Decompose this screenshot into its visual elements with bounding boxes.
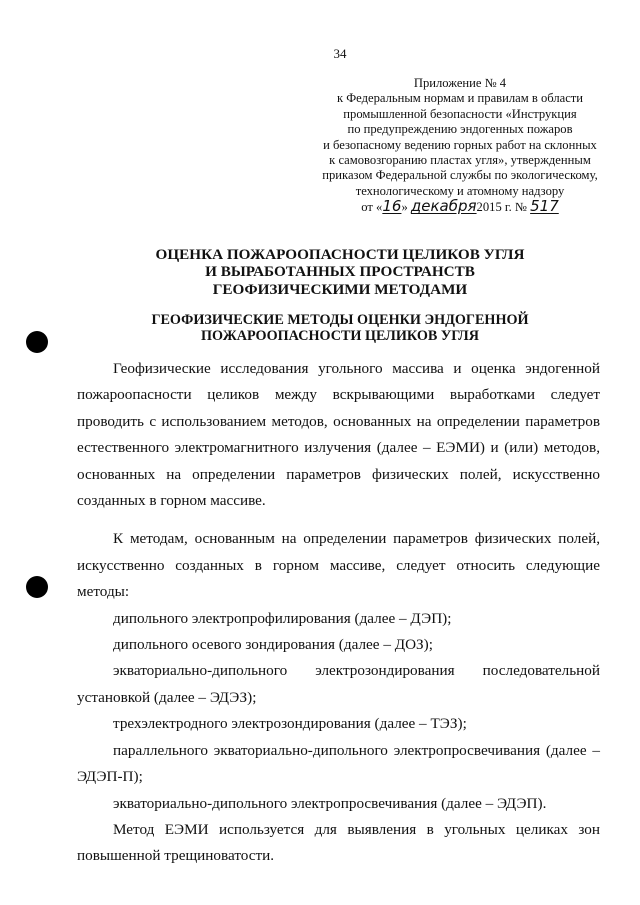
subtitle-line: ГЕОФИЗИЧЕСКИЕ МЕТОДЫ ОЦЕНКИ ЭНДОГЕННОЙ	[151, 312, 529, 328]
appendix-line: приказом Федеральной службы по экологическому,	[322, 168, 598, 183]
method-list-item: трехэлектродного электрозондирования (далее – ТЭЗ);	[113, 715, 467, 733]
subtitle-line: ПОЖАРООПАСНОСТИ ЦЕЛИКОВ УГЛЯ	[200, 328, 479, 344]
method-list-item: экваториально-дипольного электропросвечивания (далее – ЭДЭП).	[113, 794, 547, 812]
body-text	[77, 356, 600, 870]
punch-hole-mark	[26, 331, 48, 353]
appendix-line: к Федеральным нормам и правилам в области	[336, 91, 584, 106]
date-mid: »	[401, 200, 408, 215]
paragraph-methods-intro: К методам, основанным на определении параметров физических полей, искусственно созданных в горном массиве, следует относить следующие методы:	[77, 530, 600, 601]
appendix-line: промышленной безопасности «Инструкция	[343, 106, 577, 121]
paragraph-intro: Геофизические исследования угольного массива и оценка эндогенной пожароопасности целиков между вскрывающими выработками следует проводить с использованием методов, основанных на определении параметров естественного электромагнитного излучения (далее – ЕЭМИ) и (или) методов, основанных на определении параметров физических полей, искусственно созданных в горном массиве.	[77, 360, 600, 510]
handwritten-order-number: 517	[530, 197, 559, 216]
section-heading	[120, 312, 560, 344]
paragraph-eemi: Метод ЕЭМИ используется для выявления в угольных целиках зон повышенной трещиноватости.	[77, 820, 600, 865]
method-list-item: экваториально-дипольного электрозондирования последовательной установкой (далее – ЭДЭЗ);	[77, 662, 600, 706]
method-list-item: параллельного экваториально-дипольного электропросвечивания (далее – ЭДЭП-П);	[77, 741, 600, 786]
date-year: 2015 г. №	[476, 200, 527, 215]
title-line: ОЦЕНКА ПОЖАРООПАСНОСТИ ЦЕЛИКОВ УГЛЯ	[155, 246, 525, 263]
method-list-item: дипольного электропрофилирования (далее – ДЭП);	[113, 609, 452, 627]
title-line: ГЕОФИЗИЧЕСКИМИ МЕТОДАМИ	[212, 280, 468, 298]
date-prefix: от «	[361, 200, 383, 215]
appendix-line: по предупреждению эндогенных пожаров	[347, 122, 573, 137]
punch-hole-mark	[26, 576, 48, 598]
document-title	[120, 246, 560, 298]
page-number: 34	[333, 46, 347, 61]
order-date-line	[290, 199, 630, 215]
title-line: И ВЫРАБОТАННЫХ ПРОСТРАНСТВ	[205, 263, 475, 281]
appendix-line: и безопасному ведению горных работ на склонных	[323, 137, 597, 152]
appendix-line: технологическому и атомному надзору	[355, 183, 565, 198]
handwritten-day: 16	[382, 197, 402, 216]
appendix-line: Приложение № 4	[413, 76, 507, 90]
appendix-line: к самовозгоранию пластах угля», утвержденным	[329, 153, 591, 168]
method-list-item: дипольного осевого зондирования (далее – ДОЗ);	[113, 636, 433, 654]
appendix-header	[290, 76, 630, 216]
handwritten-month: декабря	[410, 197, 477, 216]
